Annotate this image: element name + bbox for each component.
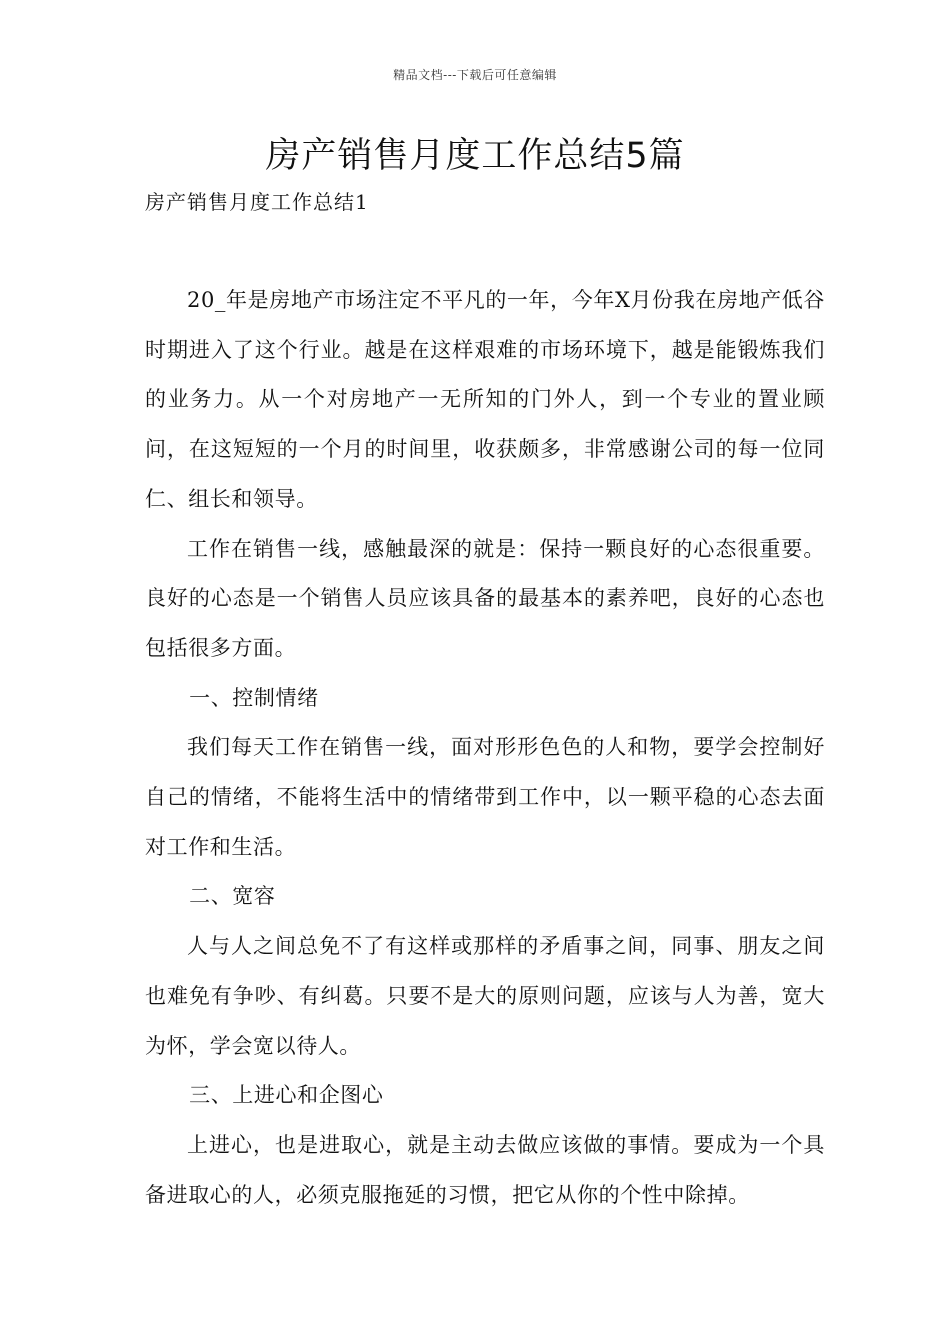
heading-control-emotions: 一、控制情绪 (189, 685, 319, 710)
heading-tolerance: 二、宽容 (189, 884, 276, 909)
document-title: 房产销售月度工作总结5篇 (265, 136, 685, 176)
section-subtitle: 房产销售月度工作总结1 (145, 190, 369, 214)
heading-ambition: 三、上进心和企图心 (189, 1083, 384, 1108)
paragraph-ambition: 上进心，也是进取心，就是主动去做应该做的事情。要成为一个具备进取心的人，必须克服拖延的习惯，把它从你的个性中除掉。 (145, 1132, 825, 1207)
paragraph-tolerance: 人与人之间总免不了有这样或那样的矛盾事之间，同事、朋友之间也难免有争吵、有纠葛。只要不是大的原则问题，应该与人为善，宽大为怀，学会宽以待人。 (145, 934, 825, 1058)
document-body (145, 276, 825, 1220)
paragraph-mindset: 工作在销售一线，感触最深的就是：保持一颗良好的心态很重要。良好的心态是一个销售人员应该具备的最基本的素养吧，良好的心态也包括很多方面。 (145, 536, 825, 660)
paragraph-intro: 20_年是房地产市场注定不平凡的一年，今年X月份我在房地产低谷时期进入了这个行业。越是在这样艰难的市场环境下，越是能锻炼我们的业务力。从一个对房地产一无所知的门外人，到一个专业的置业顾问，在这短短的一个月的时间里，收获颇多，非常感谢公司的每一位同仁、组长和领导。 (145, 288, 825, 511)
paragraph-control-emotions: 我们每天工作在销售一线，面对形形色色的人和物，要学会控制好自己的情绪，不能将生活中的情绪带到工作中，以一颗平稳的心态去面对工作和生活。 (145, 735, 825, 859)
header-note: 精品文档---下载后可任意编辑 (393, 68, 557, 82)
